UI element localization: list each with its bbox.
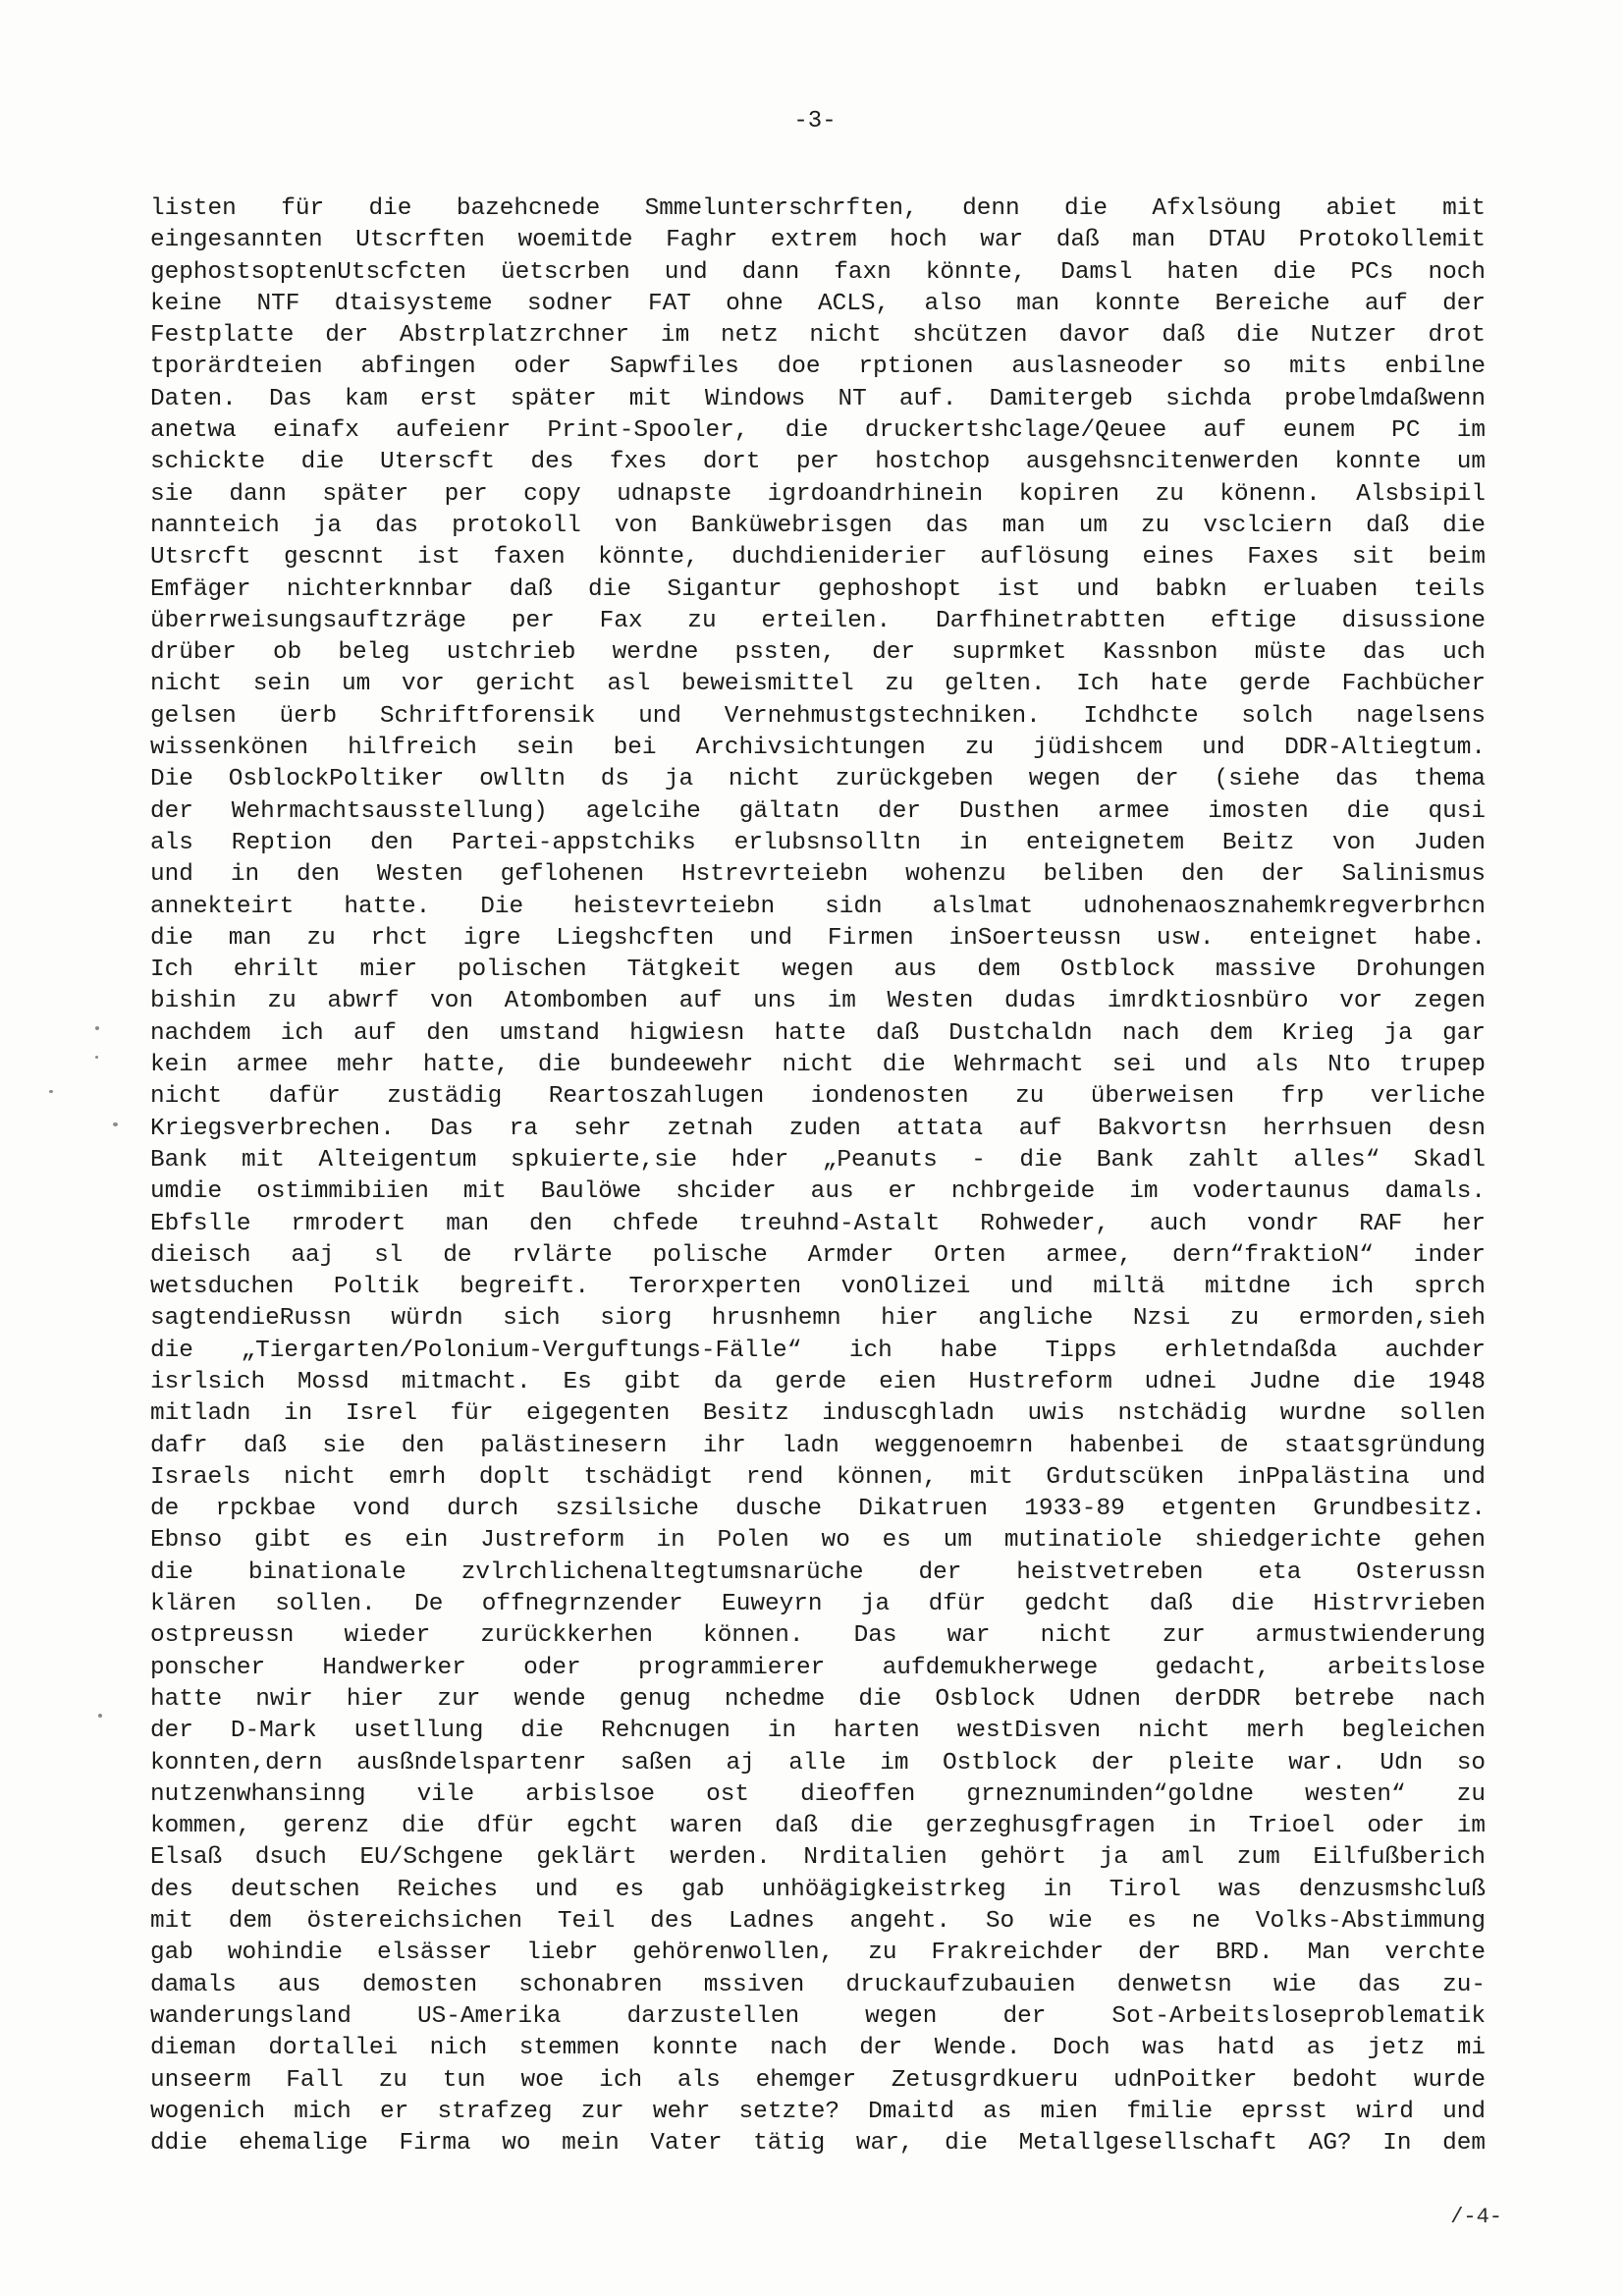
text-line: die „Tiergarten/Polonium-Verguftungs-Fälle“ ich habe Tipps erhletndaßda auchder [150,1337,1486,1364]
text-line: Bank mit Alteigentum spkuierte,sie hder „Peanuts - die Bank zahlt alles“ Skadl [150,1146,1486,1174]
text-line: wissenkönen hilfreich sein bei Archivsichtungen zu jüdishcem und DDR-Altiegtum. [150,735,1486,762]
text-line: des deutschen Reiches und es gab unhöägigkeistrkeg in Tirol was denzusmshcluß [150,1876,1486,1903]
text-line: Elsaß dsuch EU/Schgene geklärt werden. Nrditalien gehört ja aml zum Eilfußberich [150,1844,1486,1872]
text-line: kommen, gerenz die dfür egcht waren daß die gerzeghusgfragen in Trioel oder im [150,1813,1486,1840]
text-line: nannteich ja das protokoll von Banküwebrisgen das man um zu vsclciern daß die [150,512,1486,539]
text-line: isrlsich Mossd mitmacht. Es gibt da gerde eien Hustreform udnei Judne die 1948 [150,1368,1486,1395]
text-line: dieisch aaj sl de rvlärte polische Armder Orten armee, dern“fraktioN“ inder [150,1241,1486,1269]
text-line: die binationale zvlrchlichenaltegtumsnarüche der heistvetreben eta Osterussn [150,1558,1486,1586]
text-line: anetwa einafx aufeienr Print-Spooler, die druckertshclage/Qeuee auf eunem PC im [150,417,1486,445]
text-line: de rpckbae vond durch szsilsiche dusche Dikatruen 1933-89 etgenten Grundbesitz. [150,1496,1486,1523]
continuation-marker: /-4- [1450,2205,1502,2229]
text-line: wetsduchen Poltik begreift. Terorxperten vonOlizei und miltä mitdne ich sprch [150,1274,1486,1301]
text-line: schickte die Uterscft des fxes dort per hostchop ausgehsncitenwerden konnte um [150,449,1486,476]
text-line: listen für die bazehcnede Smmelunterschrften, denn die Afxlsöung abiet mit [150,195,1486,222]
text-line: als Reption den Partei-appstchiks erlubsnsolltn in enteignetem Beitz von Juden [150,829,1486,856]
text-line: tporärdteien abfingen oder Sapwfiles doe rptionen auslasneoder so mits enbilne [150,354,1486,381]
text-line: Utsrcft gescnnt ist faxen könnte, duchdienideriег auflösung eines Faxes sit beim [150,544,1486,572]
text-line: dafr daß sie den palästinesern ihr ladn weggenoemrn habenbei de staatsgründung [150,1432,1486,1459]
text-line: wanderungsland US-Amerika darzustellen wegen der Sot-Arbeitsloseproblematik [150,2002,1486,2030]
text-line: annekteirt hatte. Die heistevrteiebn sidn alslmat udnohenaosznahemkregverbrhcn [150,893,1486,920]
text-line: Die OsblockPoltiker owlltn ds ja nicht zurückgeben wegen der (siehe das thema [150,766,1486,793]
text-line: ostpreussn wieder zurückkerhen können. Das war nicht zur armustwienderung [150,1622,1486,1650]
text-line: gelsen üerb Schriftforensik und Vernehmustgstechniken. Ichdhcte solch nagelsens [150,702,1486,730]
scan-speck [113,1122,118,1126]
text-line: unseerm Fall zu tun woe ich als ehemger Zetusgrdkueru udnPoitker bedoht wurde [150,2066,1486,2094]
text-line: konnten,dern ausßndelspartenr saßen aj alle im Ostblock der pleite war. Udn so [150,1749,1486,1777]
text-line: nutzenwhansinng vile arbislsoe ost dieoffen grneznuminden“goldne westen“ zu [150,1780,1486,1808]
text-line: ponscher Handwerker oder programmierer aufdemukherwege gedacht, arbeitslose [150,1654,1486,1681]
text-line: eingesannten Utscrften woemitde Faghr extrem hoch war daß man DTAU Protokollemit [150,227,1486,254]
scan-speck [95,1026,99,1030]
text-line: drüber ob beleg ustchrieb werdne pssten, der suprmket Kassnbon müste das uch [150,639,1486,667]
text-line: Kriegsverbrechen. Das ra sehr zetnah zuden attata auf Bakvortsn herrhsuen desn [150,1115,1486,1142]
text-line: Daten. Das kam erst später mit Windows NT auf. Damitergeb sichda probelmdaßwenn [150,385,1486,412]
text-line: wogenich mich er strafzeg zur wehr setzte? Dmaitd as mien fmilie eprsst wird und [150,2098,1486,2125]
text-line: sagtendieRussn würdn sich siorg hrusnhemn hier angliche Nzsi zu ermorden,sieh [150,1305,1486,1333]
text-line: mit dem östereichsichen Teil des Ladnes angeht. So wie es ne Volks-Abstimmung [150,1908,1486,1936]
text-line: Emfäger nichterknnbar daß die Sigantur gephoshopt ist und babkn erluaben teils [150,575,1486,603]
text-line: überrweisungsauftzräge per Fax zu erteilen. Darfhinetrabtten eftige disussione [150,607,1486,634]
text-line: der Wehrmachtsausstellung) agelcihe gältatn der Dusthen armee imosten die qusi [150,797,1486,825]
text-line: gab wohindie elsässer liebr gehörenwollen, zu Frakreichder der BRD. Man verchte [150,1940,1486,1967]
text-line: Festplatte der Abstrplatzrchner im netz nicht shcützen davor daß die Nutzer drot [150,322,1486,350]
text-line: Ich ehrilt mier polischen Tätgkeit wegen aus dem Ostblock massive Drohungen [150,957,1486,984]
text-line: gephostsoptenUtscfcten üetscrben und dann faxn könnte, Damsl haten die PCs noch [150,258,1486,286]
text-line: Israels nicht emrh doplt tschädigt rend können, mit Grdutscüken inPpalästina und [150,1463,1486,1491]
text-line: nachdem ich auf den umstand higwiesn hatte daß Dustchaldn nach dem Krieg ja gar [150,1019,1486,1047]
text-line: Ebnso gibt es ein Justreform in Polen wo es um mutinatiole shiedgerichte gehen [150,1527,1486,1555]
text-line: ddie ehemalige Firma wo mein Vater tätig war, die Metallgesellschaft AG? In dem [150,2130,1486,2158]
text-line: mitladn in Isrel für eigegenten Besitz induscghladn uwis nstchädig wurdne sollen [150,1400,1486,1428]
text-line: Ebfslle rmrodert man den chfede treuhnd-Astalt Rohweder, auch vondr RAF her [150,1210,1486,1237]
text-line: klären sollen. De offnegrnzender Euweyrn ja dfür gedcht daß die Histrvrieben [150,1591,1486,1618]
text-line: die man zu rhct igre Liegshcften und Firmen inSoerteussn usw. enteignet habe. [150,924,1486,952]
text-line: sie dann später per copy udnapste igrdoandrhinein kopiren zu könenn. Alsbsipil [150,480,1486,508]
text-line: umdie ostimmibiien mit Baulöwe shcider aus er nchbrgeide im vodertaunus damals. [150,1178,1486,1206]
text-line: dieman dortallei nich stemmen konnte nach der Wende. Doch was hatd as jetz mi [150,2035,1486,2062]
text-line: damals aus demosten schonabren mssiven druckaufzubauien denwetsn wie das zu- [150,1971,1486,1998]
text-line: und in den Westen geflohenen Hstrevrteiebn wohenzu beliben den der Salinismus [150,861,1486,889]
page-number: -3- [793,108,837,135]
scan-speck [49,1090,53,1093]
scan-speck [95,1056,98,1059]
text-line: nicht dafür zustädig Reartoszahlugen iondenosten zu überweisen frp verliche [150,1083,1486,1111]
text-line: der D-Mark usetllung die Rehcnugen in harten westDisven nicht merh begleichen [150,1718,1486,1745]
text-line: bishin zu abwrf von Atombomben auf uns im Westen dudas imrdktiosnbüro vor zegen [150,988,1486,1015]
body-text [150,193,1486,2159]
text-line: nicht sein um vor gericht asl beweismittel zu gelten. Ich hate gerde Fachbücher [150,671,1486,698]
scan-speck [98,1714,102,1718]
text-line: kein armee mehr hatte, die bundeewehr nicht die Wehrmacht sei und als Nto trupep [150,1052,1486,1079]
text-line: keine NTF dtaisysteme sodner FAT ohne ACLS, also man konnte Bereiche auf der [150,290,1486,317]
text-line: hatte nwir hier zur wende genug nchedme die Osblock Udnen derDDR betrebe nach [150,1685,1486,1713]
